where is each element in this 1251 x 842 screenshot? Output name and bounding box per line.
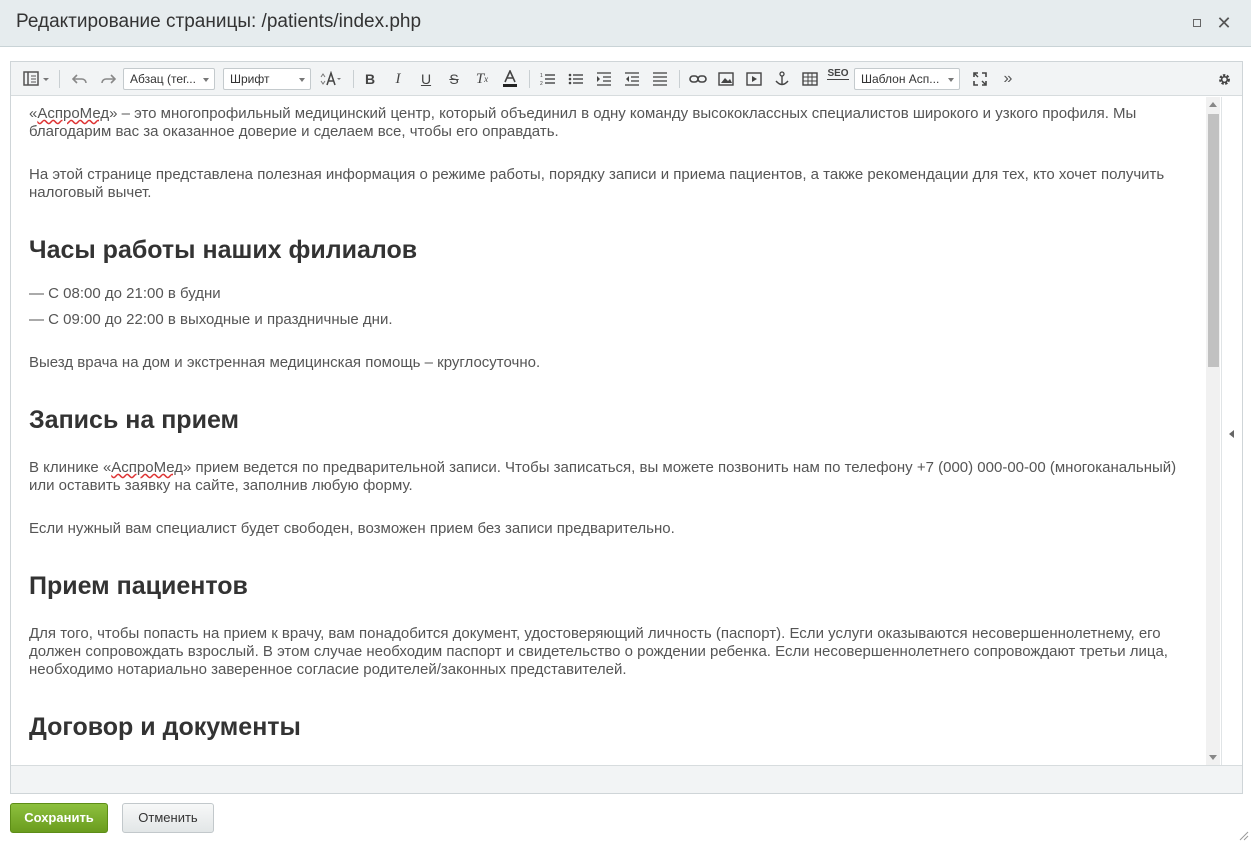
anchor-icon[interactable] xyxy=(771,68,793,90)
seo-label: SEO xyxy=(827,68,849,79)
cancel-button[interactable]: Отменить xyxy=(122,803,214,833)
italic-icon[interactable]: I xyxy=(395,70,401,87)
resize-grip-icon[interactable] xyxy=(1237,828,1249,840)
font-family-select[interactable] xyxy=(223,68,311,90)
close-icon[interactable]: ✕ xyxy=(1216,13,1232,33)
heading-appointment: Запись на прием xyxy=(29,406,240,434)
template-select[interactable] xyxy=(854,68,960,90)
patients-paragraph: Для того, чтобы попасть на прием к врачу, вам понадобится документ, удостоверяющий личность (паспорт). Если услуги оказываются несовершеннолетнему, его должен сопровождать взрослый. В этом случае необходим паспорт и свидетельство о рождении ребенка. Если несовершеннолетнего сопровождают третьи лица, необходимо нотариально заверенное согласие родителей/законных представителей. xyxy=(29,625,1168,678)
home-visit-paragraph: Выезд врача на дом и экстренная медицинская помощь – круглосуточно. xyxy=(29,354,541,371)
remove-format-icon[interactable]: T x xyxy=(475,70,489,87)
more-icon[interactable]: » xyxy=(1003,70,1013,87)
fullscreen-icon[interactable] xyxy=(969,68,991,90)
heading-patients: Прием пациентов xyxy=(29,572,248,600)
walkin-paragraph: Если нужный вам специалист будет свободен, возможен прием без записи предварительно. xyxy=(29,520,675,537)
scroll-up-icon[interactable] xyxy=(1209,102,1217,107)
bold-icon[interactable]: B xyxy=(364,71,376,87)
text-color-icon[interactable] xyxy=(499,68,521,90)
scroll-down-icon[interactable] xyxy=(1209,755,1217,760)
settings-icon[interactable] xyxy=(1213,68,1235,90)
brand-name: АспроМед xyxy=(111,459,184,476)
strikethrough-icon[interactable]: S xyxy=(449,71,459,87)
seo-icon[interactable] xyxy=(826,68,850,90)
link-icon[interactable] xyxy=(687,68,709,90)
maximize-icon[interactable] xyxy=(1188,14,1206,32)
editor-statusbar xyxy=(11,765,1242,793)
info-paragraph: На этой странице представлена полезная информация о режиме работы, порядку записи и приема пациентов, а также рекомендации для тех, кто хочет получить налоговый вычет. xyxy=(29,166,1165,201)
font-family-value: Шрифт xyxy=(230,72,270,86)
svg-text:1: 1 xyxy=(540,73,543,79)
brand-name: АспроМед xyxy=(37,105,110,122)
redo-icon[interactable] xyxy=(97,68,119,90)
underline-icon[interactable]: U xyxy=(420,71,432,87)
heading-hours: Часы работы наших филиалов xyxy=(29,236,418,264)
table-icon[interactable] xyxy=(799,68,821,90)
undo-icon[interactable] xyxy=(69,68,91,90)
editor-toolbar xyxy=(11,62,1242,96)
intro-paragraph: «АспроМед» – это многопрофильный медицинский центр, который объединил в одну команду высококлассных специалистов широкого и узкого профиля. Мы благодарим вас за оказанное доверие и сделаем все, чтобы его оправдать. xyxy=(29,105,1137,140)
image-icon[interactable] xyxy=(715,68,737,90)
scrollbar-thumb[interactable] xyxy=(1208,114,1219,367)
dialog-titlebar xyxy=(0,0,1251,47)
hours-line-2: — С 09:00 до 22:00 в выходные и праздничные дни. xyxy=(29,311,393,328)
appointment-paragraph: В клинике «АспроМед» прием ведется по предварительной записи. Чтобы записаться, вы можете позвонить нам по телефону +7 (000) 000-00-00 (многоканальный) или оставить заявку на сайте, заполнив любую форму. xyxy=(29,459,1177,494)
svg-text:2: 2 xyxy=(540,81,543,86)
content-scrollbar[interactable] xyxy=(1206,97,1220,765)
outdent-icon[interactable] xyxy=(621,68,643,90)
template-value: Шаблон Асп... xyxy=(861,72,940,86)
editor-content[interactable] xyxy=(11,97,1206,765)
html-editor xyxy=(10,61,1243,794)
side-panel-toggle[interactable] xyxy=(1221,97,1242,765)
collapse-arrow-icon[interactable] xyxy=(1229,430,1234,438)
indent-icon[interactable] xyxy=(593,68,615,90)
ordered-list-icon[interactable] xyxy=(537,68,559,90)
dialog-title: Редактирование страницы: /patients/index.php xyxy=(16,11,422,32)
align-justify-icon[interactable] xyxy=(649,68,671,90)
unordered-list-icon[interactable] xyxy=(565,68,587,90)
font-size-icon[interactable] xyxy=(317,68,345,90)
save-button[interactable]: Сохранить xyxy=(10,803,108,833)
heading-contract: Договор и документы xyxy=(29,713,301,741)
view-mode-icon[interactable] xyxy=(21,68,53,90)
paragraph-format-select[interactable] xyxy=(123,68,215,90)
hours-line-1: — С 08:00 до 21:00 в будни xyxy=(29,285,221,302)
paragraph-format-value: Абзац (тег... xyxy=(130,72,196,86)
video-icon[interactable] xyxy=(743,68,765,90)
